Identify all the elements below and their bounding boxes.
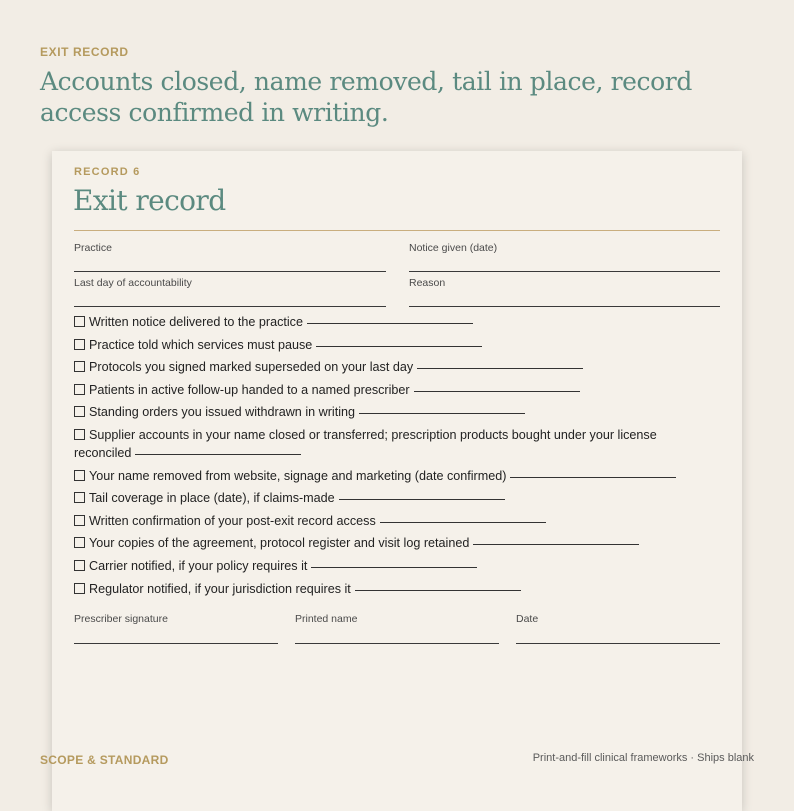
checkbox[interactable] (74, 384, 85, 395)
fill-in-line[interactable] (417, 368, 583, 369)
checklist-item: Protocols you signed marked superseded on your last day (74, 358, 714, 376)
fill-in-line[interactable] (414, 391, 580, 392)
notice-given-field[interactable] (409, 271, 720, 272)
fill-in-line[interactable] (510, 477, 676, 478)
checklist-item: Practice told which services must pause (74, 336, 714, 354)
printed-name-label: Printed name (295, 613, 358, 625)
checklist-item: Your copies of the agreement, protocol register and visit log retained (74, 534, 714, 552)
brand-name: SCOPE & STANDARD (40, 753, 169, 767)
last-day-label: Last day of accountability (74, 277, 192, 289)
checkbox[interactable] (74, 560, 85, 571)
checkbox[interactable] (74, 339, 85, 350)
fill-in-line[interactable] (339, 499, 505, 500)
exit-record-card (52, 151, 742, 811)
checklist-item: Written notice delivered to the practice (74, 313, 714, 331)
fill-in-line[interactable] (307, 323, 473, 324)
checkbox[interactable] (74, 537, 85, 548)
checkbox[interactable] (74, 316, 85, 327)
checklist-item: Tail coverage in place (date), if claims-made (74, 489, 714, 507)
fill-in-line[interactable] (359, 413, 525, 414)
checkbox[interactable] (74, 470, 85, 481)
date-label: Date (516, 613, 539, 625)
reason-label: Reason (409, 277, 446, 289)
page-headline: Accounts closed, name removed, tail in place, record access confirmed in writing. (40, 67, 692, 127)
fill-in-line[interactable] (311, 567, 477, 568)
checkbox[interactable] (74, 515, 85, 526)
checklist-item: Written confirmation of your post-exit record access (74, 512, 714, 530)
exit-checklist (74, 313, 714, 602)
fill-in-line[interactable] (380, 522, 546, 523)
checklist-item: Carrier notified, if your policy requires it (74, 557, 714, 575)
checkbox[interactable] (74, 492, 85, 503)
prescriber-signature-field[interactable] (74, 643, 278, 644)
checklist-item: Supplier accounts in your name closed or transferred; prescription products bought under your license reconciled (74, 427, 657, 460)
fill-in-line[interactable] (316, 346, 482, 347)
title-divider (74, 230, 720, 231)
fill-in-line[interactable] (355, 590, 521, 591)
printed-name-field[interactable] (295, 643, 499, 644)
record-number-label: RECORD 6 (74, 166, 141, 178)
checkbox[interactable] (74, 583, 85, 594)
practice-field[interactable] (74, 271, 386, 272)
checklist-item: Patients in active follow-up handed to a named prescriber (74, 381, 714, 399)
fill-in-line[interactable] (135, 454, 301, 455)
checkbox[interactable] (74, 429, 85, 440)
practice-label: Practice (74, 242, 112, 254)
checklist-item: Regulator notified, if your jurisdiction requires it (74, 580, 714, 598)
reason-field[interactable] (409, 306, 720, 307)
record-title: Exit record (73, 184, 226, 217)
prescriber-signature-label: Prescriber signature (74, 613, 168, 625)
checkbox[interactable] (74, 361, 85, 372)
checkbox[interactable] (74, 406, 85, 417)
section-eyebrow: EXIT RECORD (40, 45, 129, 59)
fill-in-line[interactable] (473, 544, 639, 545)
checklist-item: Standing orders you issued withdrawn in writing (74, 403, 714, 421)
checklist-item: Your name removed from website, signage and marketing (date confirmed) (74, 467, 714, 485)
date-field[interactable] (516, 643, 720, 644)
last-day-field[interactable] (74, 306, 386, 307)
notice-given-label: Notice given (date) (409, 242, 498, 254)
footer-tagline: Print-and-fill clinical frameworks · Ships blank (532, 752, 754, 764)
